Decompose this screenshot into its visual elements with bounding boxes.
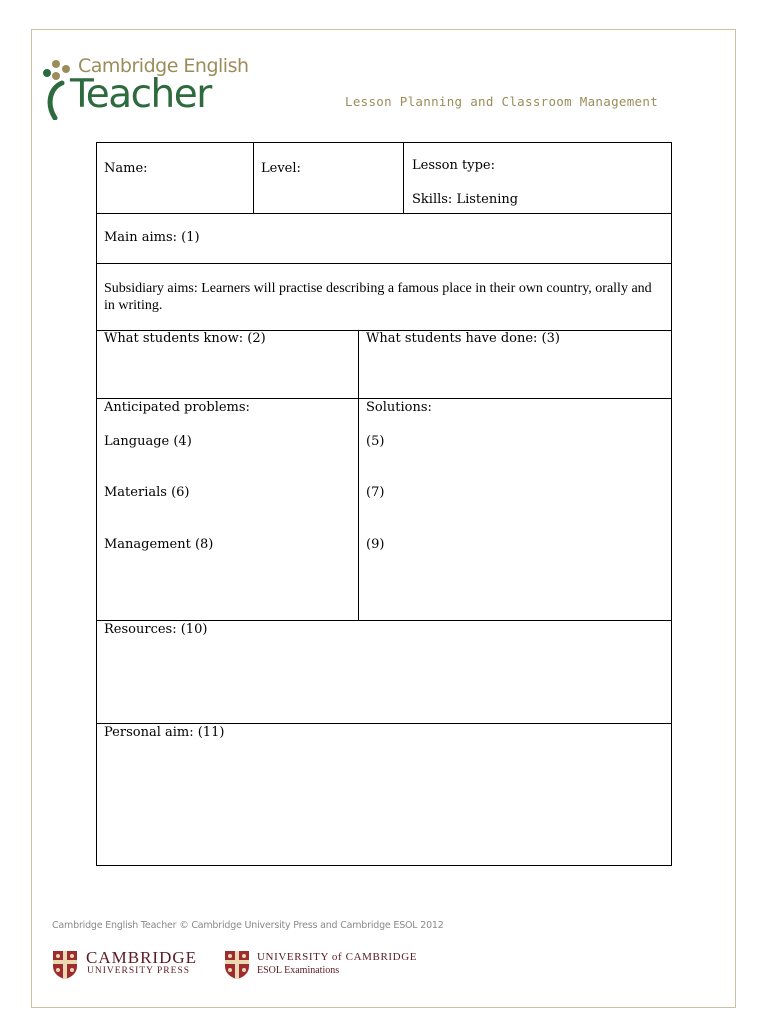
esol-logo-line2: ESOL Examinations bbox=[257, 965, 340, 976]
row-header bbox=[97, 143, 671, 214]
lesson-type-cell[interactable] bbox=[404, 143, 671, 213]
logo-cambridge-english: Cambridge English bbox=[78, 55, 249, 77]
solutions-cell[interactable] bbox=[359, 399, 671, 620]
cup-shield-icon bbox=[52, 950, 78, 980]
management-problem-label: Management (8) bbox=[104, 537, 214, 552]
language-problem-label: Language (4) bbox=[104, 434, 192, 449]
main-aims-label: Main aims: (1) bbox=[104, 230, 200, 245]
anticipated-problems-cell[interactable] bbox=[97, 399, 359, 620]
row-personal-aim[interactable] bbox=[97, 724, 671, 865]
students-know-label: What students know: (2) bbox=[104, 331, 266, 346]
footer-copyright: Cambridge English Teacher © Cambridge University Press and Cambridge ESOL 2012 bbox=[52, 920, 444, 931]
header-subtitle: Lesson Planning and Classroom Management bbox=[345, 94, 659, 109]
students-done-cell[interactable] bbox=[359, 331, 671, 398]
cup-logo-line1: CAMBRIDGE bbox=[86, 948, 198, 967]
skills-label: Skills: Listening bbox=[412, 192, 519, 207]
management-solution-label: (9) bbox=[366, 537, 385, 552]
materials-solution-label: (7) bbox=[366, 485, 385, 500]
solutions-label: Solutions: bbox=[366, 400, 432, 415]
logo-c-mark-icon bbox=[42, 80, 66, 120]
name-label: Name: bbox=[104, 161, 148, 176]
students-done-label: What students have done: (3) bbox=[366, 331, 560, 346]
anticipated-problems-label: Anticipated problems: bbox=[104, 400, 250, 415]
lesson-plan-table bbox=[96, 142, 672, 866]
resources-label: Resources: (10) bbox=[104, 622, 208, 637]
lesson-type-label: Lesson type: bbox=[412, 158, 495, 173]
level-cell[interactable] bbox=[254, 143, 404, 213]
row-problems-solutions bbox=[97, 399, 671, 621]
subsidiary-aims-text: Subsidiary aims: Learners will practise describing a famous place in their own country, orally and in writing. bbox=[104, 281, 652, 313]
row-main-aims[interactable] bbox=[97, 214, 671, 264]
cup-logo-line2: UNIVERSITY PRESS bbox=[87, 966, 191, 976]
row-resources[interactable] bbox=[97, 621, 671, 724]
row-subsidiary-aims[interactable] bbox=[97, 264, 671, 331]
esol-shield-icon bbox=[224, 950, 250, 980]
logo-teacher-text: Teacher bbox=[70, 72, 211, 117]
esol-logo-line1: UNIVERSITY of CAMBRIDGE bbox=[257, 951, 418, 963]
level-label: Level: bbox=[261, 161, 301, 176]
language-solution-label: (5) bbox=[366, 434, 385, 449]
personal-aim-label: Personal aim: (11) bbox=[104, 725, 225, 740]
row-students-background bbox=[97, 331, 671, 399]
name-cell[interactable] bbox=[97, 143, 254, 213]
materials-problem-label: Materials (6) bbox=[104, 485, 190, 500]
students-know-cell[interactable] bbox=[97, 331, 359, 398]
